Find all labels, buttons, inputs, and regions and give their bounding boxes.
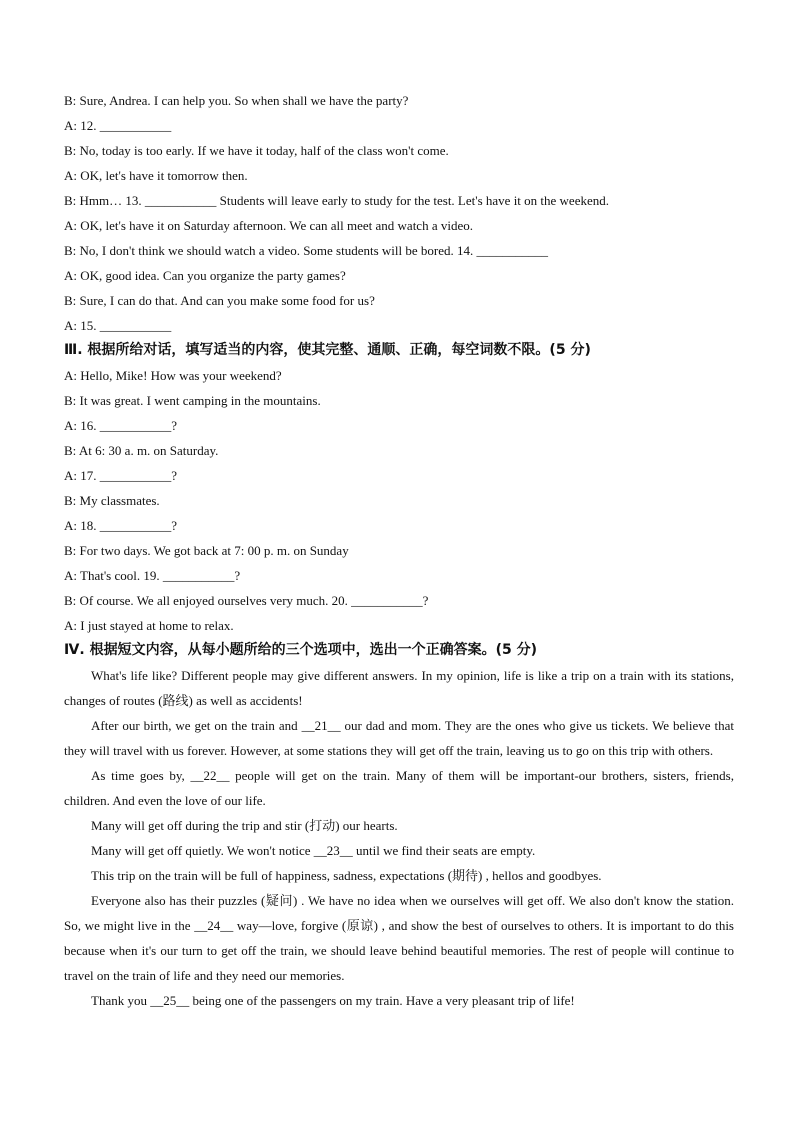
dialogue-line: A: That's cool. 19. ___________? [64, 568, 241, 583]
dialogue-line: A: 15. ___________ [64, 318, 172, 333]
dialogue-line: B: My classmates. [64, 493, 160, 508]
dialogue-line: A: Hello, Mike! How was your weekend? [64, 368, 282, 383]
dialogue-line: A: OK, let's have it on Saturday afternoon. We can all meet and watch a video. [64, 218, 473, 233]
dialogue-line: B: It was great. I went camping in the mountains. [64, 393, 321, 408]
passage-paragraph: Everyone also has their puzzles (疑问) . We have no idea when we ourselves will get off. We also don't know the station. So, we might live in the __24__ way—love, forgive (原谅) , and show the best of ourselves to others. It is important to do this because when it's our turn to get off the train, we should leave behind beautiful memories. The rest of people will continue to travel on the train of life and they need our memories. [64, 893, 734, 983]
dialogue-line: B: Sure, I can do that. And can you make some food for us? [64, 293, 375, 308]
passage-paragraph: Many will get off quietly. We won't notice __23__ until we find their seats are empty. [91, 843, 536, 858]
passage-paragraph: Thank you __25__ being one of the passengers on my train. Have a very pleasant trip of life! [91, 993, 575, 1008]
dialogue-line: A: OK, let's have it tomorrow then. [64, 168, 248, 183]
section-3-heading: Ⅲ. 根据所给对话，填写适当的内容，使其完整、通顺、正确，每空词数不限。(5 分) [64, 342, 591, 358]
dialogue-line: A: 16. ___________? [64, 418, 178, 433]
passage-paragraph: After our birth, we get on the train and __21__ our dad and mom. They are the ones who give us tickets. We believe that they will travel with us forever. However, at some stations they will get off the train, leaving us to go on this trip with others. [64, 718, 734, 758]
passage-paragraph: What's life like? Different people may give different answers. In my opinion, life is like a trip on a train with its stations, changes of routes (路线) as well as accidents! [64, 668, 734, 708]
dialogue-line: B: Sure, Andrea. I can help you. So when shall we have the party? [64, 93, 409, 108]
dialogue-line: B: At 6: 30 a. m. on Saturday. [64, 443, 219, 458]
passage-paragraph: This trip on the train will be full of happiness, sadness, expectations (期待) , hellos and goodbyes. [91, 868, 602, 883]
dialogue-line: A: 17. ___________? [64, 468, 178, 483]
dialogue-line: A: I just stayed at home to relax. [64, 618, 234, 633]
passage-paragraph: As time goes by, __22__ people will get on the train. Many of them will be important-our brothers, sisters, friends, children. And even the love of our life. [64, 768, 734, 808]
passage-paragraph: Many will get off during the trip and stir (打动) our hearts. [91, 818, 398, 833]
dialogue-line: B: Of course. We all enjoyed ourselves very much. 20. ___________? [64, 593, 429, 608]
dialogue-line: A: OK, good idea. Can you organize the party games? [64, 268, 346, 283]
dialogue-line: B: No, today is too early. If we have it today, half of the class won't come. [64, 143, 449, 158]
dialogue-line: B: For two days. We got back at 7: 00 p. m. on Sunday [64, 543, 349, 558]
dialogue-line: A: 12. ___________ [64, 118, 172, 133]
dialogue-line: B: No, I don't think we should watch a video. Some students will be bored. 14. ___________ [64, 243, 549, 258]
dialogue-line: A: 18. ___________? [64, 518, 178, 533]
section-4-heading: Ⅳ. 根据短文内容，从每小题所给的三个选项中，选出一个正确答案。(5 分) [64, 642, 537, 658]
dialogue-line: B: Hmm… 13. ___________ Students will leave early to study for the test. Let's have it on the weekend. [64, 193, 609, 208]
